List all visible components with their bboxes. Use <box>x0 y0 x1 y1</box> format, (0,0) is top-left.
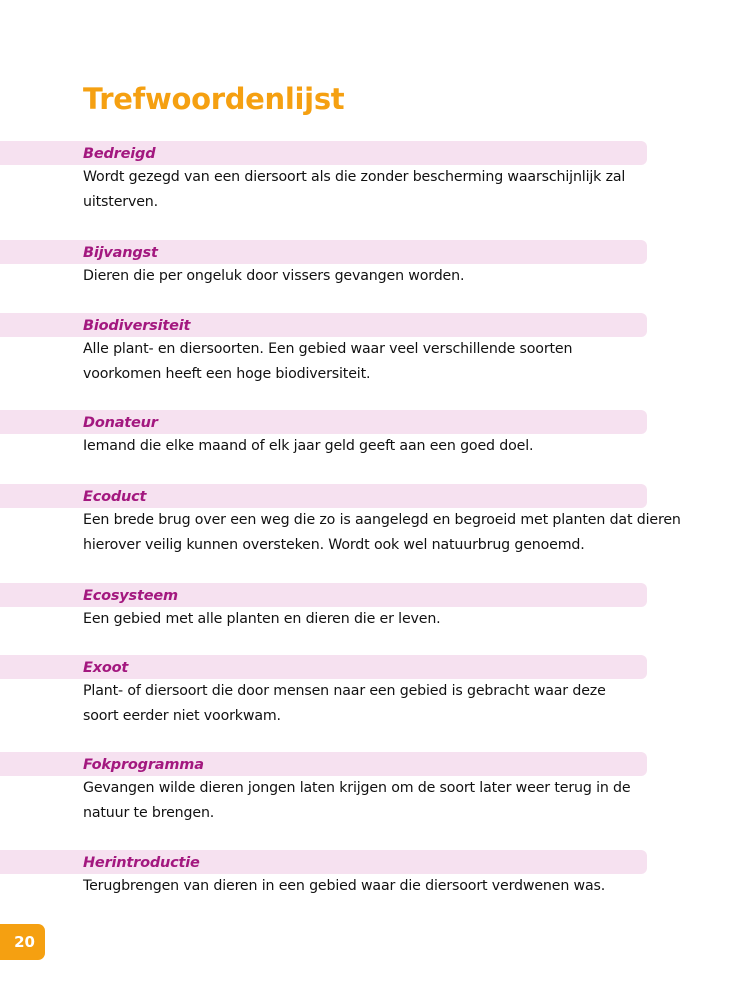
glossary-definition: Terugbrengen van dieren in een gebied waar die diersoort verdwenen was. <box>83 878 606 894</box>
glossary-term: Donateur <box>83 415 158 431</box>
glossary-definition: Een gebied met alle planten en dieren die er leven. <box>83 611 441 627</box>
glossary-term: Bijvangst <box>83 245 158 261</box>
glossary-entry-fokprogramma <box>0 752 647 825</box>
glossary-entry-bijvangst <box>0 240 647 289</box>
glossary-term: Ecosysteem <box>83 588 178 604</box>
glossary-definition: Een brede brug over een weg die zo is aangelegd en begroeid met planten dat dieren hierover veilig kunnen oversteken. Wordt ook wel natuurbrug genoemd. <box>83 512 681 553</box>
glossary-definition: Alle plant- en diersoorten. Een gebied waar veel verschillende soorten voorkomen heeft een hoge biodiversiteit. <box>83 341 573 382</box>
term-bar <box>0 141 647 165</box>
glossary-term: Exoot <box>83 660 129 676</box>
glossary-entry-bedreigd <box>0 141 647 214</box>
glossary-definition: Iemand die elke maand of elk jaar geld geeft aan een goed doel. <box>83 438 534 454</box>
term-bar <box>0 752 647 776</box>
glossary-entry-biodiversiteit <box>0 313 647 386</box>
term-bar <box>0 583 647 607</box>
term-bar <box>0 240 647 264</box>
page-title: Trefwoordenlijst <box>83 82 345 116</box>
glossary-definition: Dieren die per ongeluk door vissers gevangen worden. <box>83 268 465 284</box>
term-bar <box>0 410 647 434</box>
glossary-term: Bedreigd <box>83 146 156 162</box>
glossary-entry-exoot <box>0 655 647 728</box>
glossary-term: Herintroductie <box>83 855 200 871</box>
glossary-term: Biodiversiteit <box>83 318 191 334</box>
glossary-entry-ecoduct <box>0 484 681 557</box>
term-bar <box>0 313 647 337</box>
term-bar <box>0 655 647 679</box>
glossary-definition: Gevangen wilde dieren jongen laten krijgen om de soort later weer terug in de natuur te brengen. <box>83 780 631 821</box>
glossary-definition: Wordt gezegd van een diersoort als die zonder bescherming waarschijnlijk zal uitsterven. <box>83 169 626 210</box>
glossary-entry-donateur <box>0 410 647 459</box>
glossary-entry-herintroductie <box>0 850 647 899</box>
glossary-definition: Plant- of diersoort die door mensen naar een gebied is gebracht waar deze soort eerder niet voorkwam. <box>83 683 606 724</box>
glossary-term: Fokprogramma <box>83 757 204 773</box>
glossary-entry-ecosysteem <box>0 583 647 632</box>
term-bar <box>0 484 647 508</box>
term-bar <box>0 850 647 874</box>
glossary-term: Ecoduct <box>83 489 147 505</box>
page-number: 20 <box>0 924 45 960</box>
